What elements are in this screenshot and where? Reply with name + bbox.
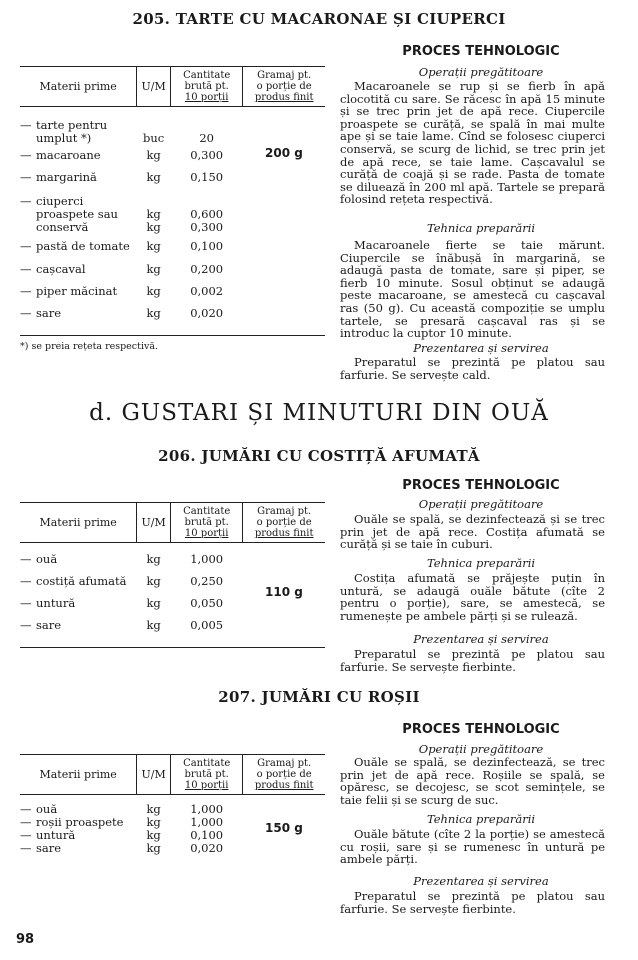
recipe-206-title: 206. JUMĂRI CU COSTIȚĂ AFUMATĂ: [158, 447, 480, 465]
paragraph-prep: Ouăle se spală, se dezinfectează și se trec prin jet de apă rece. Costița afumată se curăță și se taie în cuburi.: [340, 512, 605, 552]
recipe-205-table: [20, 66, 325, 336]
paragraph-serve: Preparatul se prezintă pe platou sau farfurie. Se servește cald.: [340, 355, 605, 382]
subheading-prep: Operații pregătitoare: [418, 65, 544, 79]
table-row: — untură kg 0,100: [20, 827, 224, 842]
paragraph-tech: Costița afumată se prăjește puțin în untură, se adaugă ouăle bătute (cîte 2 pentru o porție), sare, se amestecă, se rumenește pe ambele părți și se rulează.: [340, 571, 605, 623]
header-cantitate: Cantitate brută pt. 10 porții: [170, 67, 242, 107]
subheading-tech: Tehnica preparării: [426, 221, 536, 235]
table-header-row: Materii prime U/M Cantitate brută pt. 10 porții Gramaj pt. o porție de produs finit: [20, 503, 325, 543]
table-row: — sare kg 0,020: [20, 840, 224, 855]
table-header-row: Materii prime U/M Cantitate brută pt. 10 porții Gramaj pt. o porție de produs finit: [20, 755, 325, 795]
subheading-tech: Tehnica preparării: [426, 812, 536, 826]
table-row: — untură kg 0,050: [20, 596, 224, 610]
header-materii-prime: Materii prime: [20, 67, 137, 107]
gramaj-value: 200 g: [265, 146, 303, 160]
subheading-prep: Operații pregătitoare: [418, 742, 544, 756]
table-row: — ciuperci proaspete sau conservă kg kg 0,600 0,300: [20, 193, 224, 234]
gramaj-value: 110 g: [265, 585, 303, 599]
paragraph-serve: Preparatul se prezintă pe platou sau farfurie. Se servește fierbinte.: [340, 889, 605, 916]
paragraph-tech: Ouăle bătute (cîte 2 la porție) se amestecă cu roșii, sare și se rumenesc în untură pe ambele părți.: [340, 827, 605, 867]
table-row: — piper măcinat kg 0,002: [20, 284, 224, 298]
subheading-serve: Prezentarea și servirea: [413, 632, 549, 646]
table-row: — sare kg 0,005: [20, 618, 224, 632]
paragraph-serve: Preparatul se prezintă pe platou sau farfurie. Se servește fierbinte.: [340, 647, 605, 674]
paragraph-tech: Macaroanele fierte se taie mărunt. Ciupercile se înăbușă în margarină, se adaugă pasta de tomate, sare și piper, se fierb 10 minute. Sosul obținut se adaugă peste macaroane, se amestecă cu cașcaval ras (50 g). Cu această compoziție se umplu tartele, se presară cașcaval ras și se introduc la cuptor 10 minute.: [340, 238, 605, 341]
table-row: — margarină kg 0,150: [20, 170, 224, 184]
paragraph-prep: Macaroanele se rup și se fierb în apă clocotită cu sare. Se răcesc în apă 15 minute și se trec prin jet de apă rece. Ciupercile proaspete se curăță, se spală în mai multe ape și se taie lame. Cînd se folosesc ciuperci conservă, se scurg de lichid, se trec prin jet de apă rece, se taie lame. Cașcavalul se curăță de coajă și se rade. Pasta de tomate se diluează în 200 ml apă. Tartele se prepară folosind rețeta respectivă.: [340, 79, 605, 207]
page-number: 98: [16, 932, 35, 947]
subheading-tech: Tehnica preparării: [426, 556, 536, 570]
table-row: — ouă kg 1,000 150 g: [20, 803, 325, 816]
table-header-row: [20, 67, 325, 107]
recipe-207-table: [20, 754, 325, 855]
section-title: d. GUSTARI ȘI MINUTURI DIN OUĂ: [89, 400, 549, 426]
process-heading: PROCES TEHNOLOGIC: [402, 722, 560, 737]
table-row: — roșii proaspete kg 1,000: [20, 814, 224, 829]
table-row: — cașcaval kg 0,200: [20, 262, 224, 276]
paragraph-prep: Ouăle se spală, se dezinfectează, se trec prin jet de apă rece. Roșiile se spală, se opăresc, se decojesc, se scot semințele, se taie felii și se scurg de suc.: [340, 755, 605, 807]
subheading-prep: Operații pregătitoare: [418, 497, 544, 511]
gramaj-value: 150 g: [265, 821, 303, 835]
table-row: — macaroane kg 0,300: [20, 148, 224, 162]
table-row: — tarte pentru umplut *) buc 20 200 g: [20, 119, 325, 145]
subheading-serve: Prezentarea și servirea: [413, 341, 549, 355]
recipe-207-title: 207. JUMĂRI CU ROȘII: [218, 688, 420, 706]
recipe-206-table: [20, 502, 325, 648]
process-heading: PROCES TEHNOLOGIC: [402, 478, 560, 493]
header-um: U/M: [137, 67, 171, 107]
header-gramaj: Gramaj pt. o porție de produs finit: [243, 67, 325, 107]
table-row: — pastă de tomate kg 0,100: [20, 238, 224, 253]
footnote: *) se preia rețeta respectivă.: [20, 341, 159, 352]
subheading-serve: Prezentarea și servirea: [413, 874, 549, 888]
table-row: — ouă kg 1,000 110 g: [20, 549, 325, 571]
table-row: — costiță afumată kg 0,250: [20, 574, 224, 588]
process-heading: PROCES TEHNOLOGIC: [402, 44, 560, 59]
recipe-205-title: 205. TARTE CU MACARONAE ȘI CIUPERCI: [132, 10, 506, 28]
table-row: — sare kg 0,020: [20, 306, 224, 320]
